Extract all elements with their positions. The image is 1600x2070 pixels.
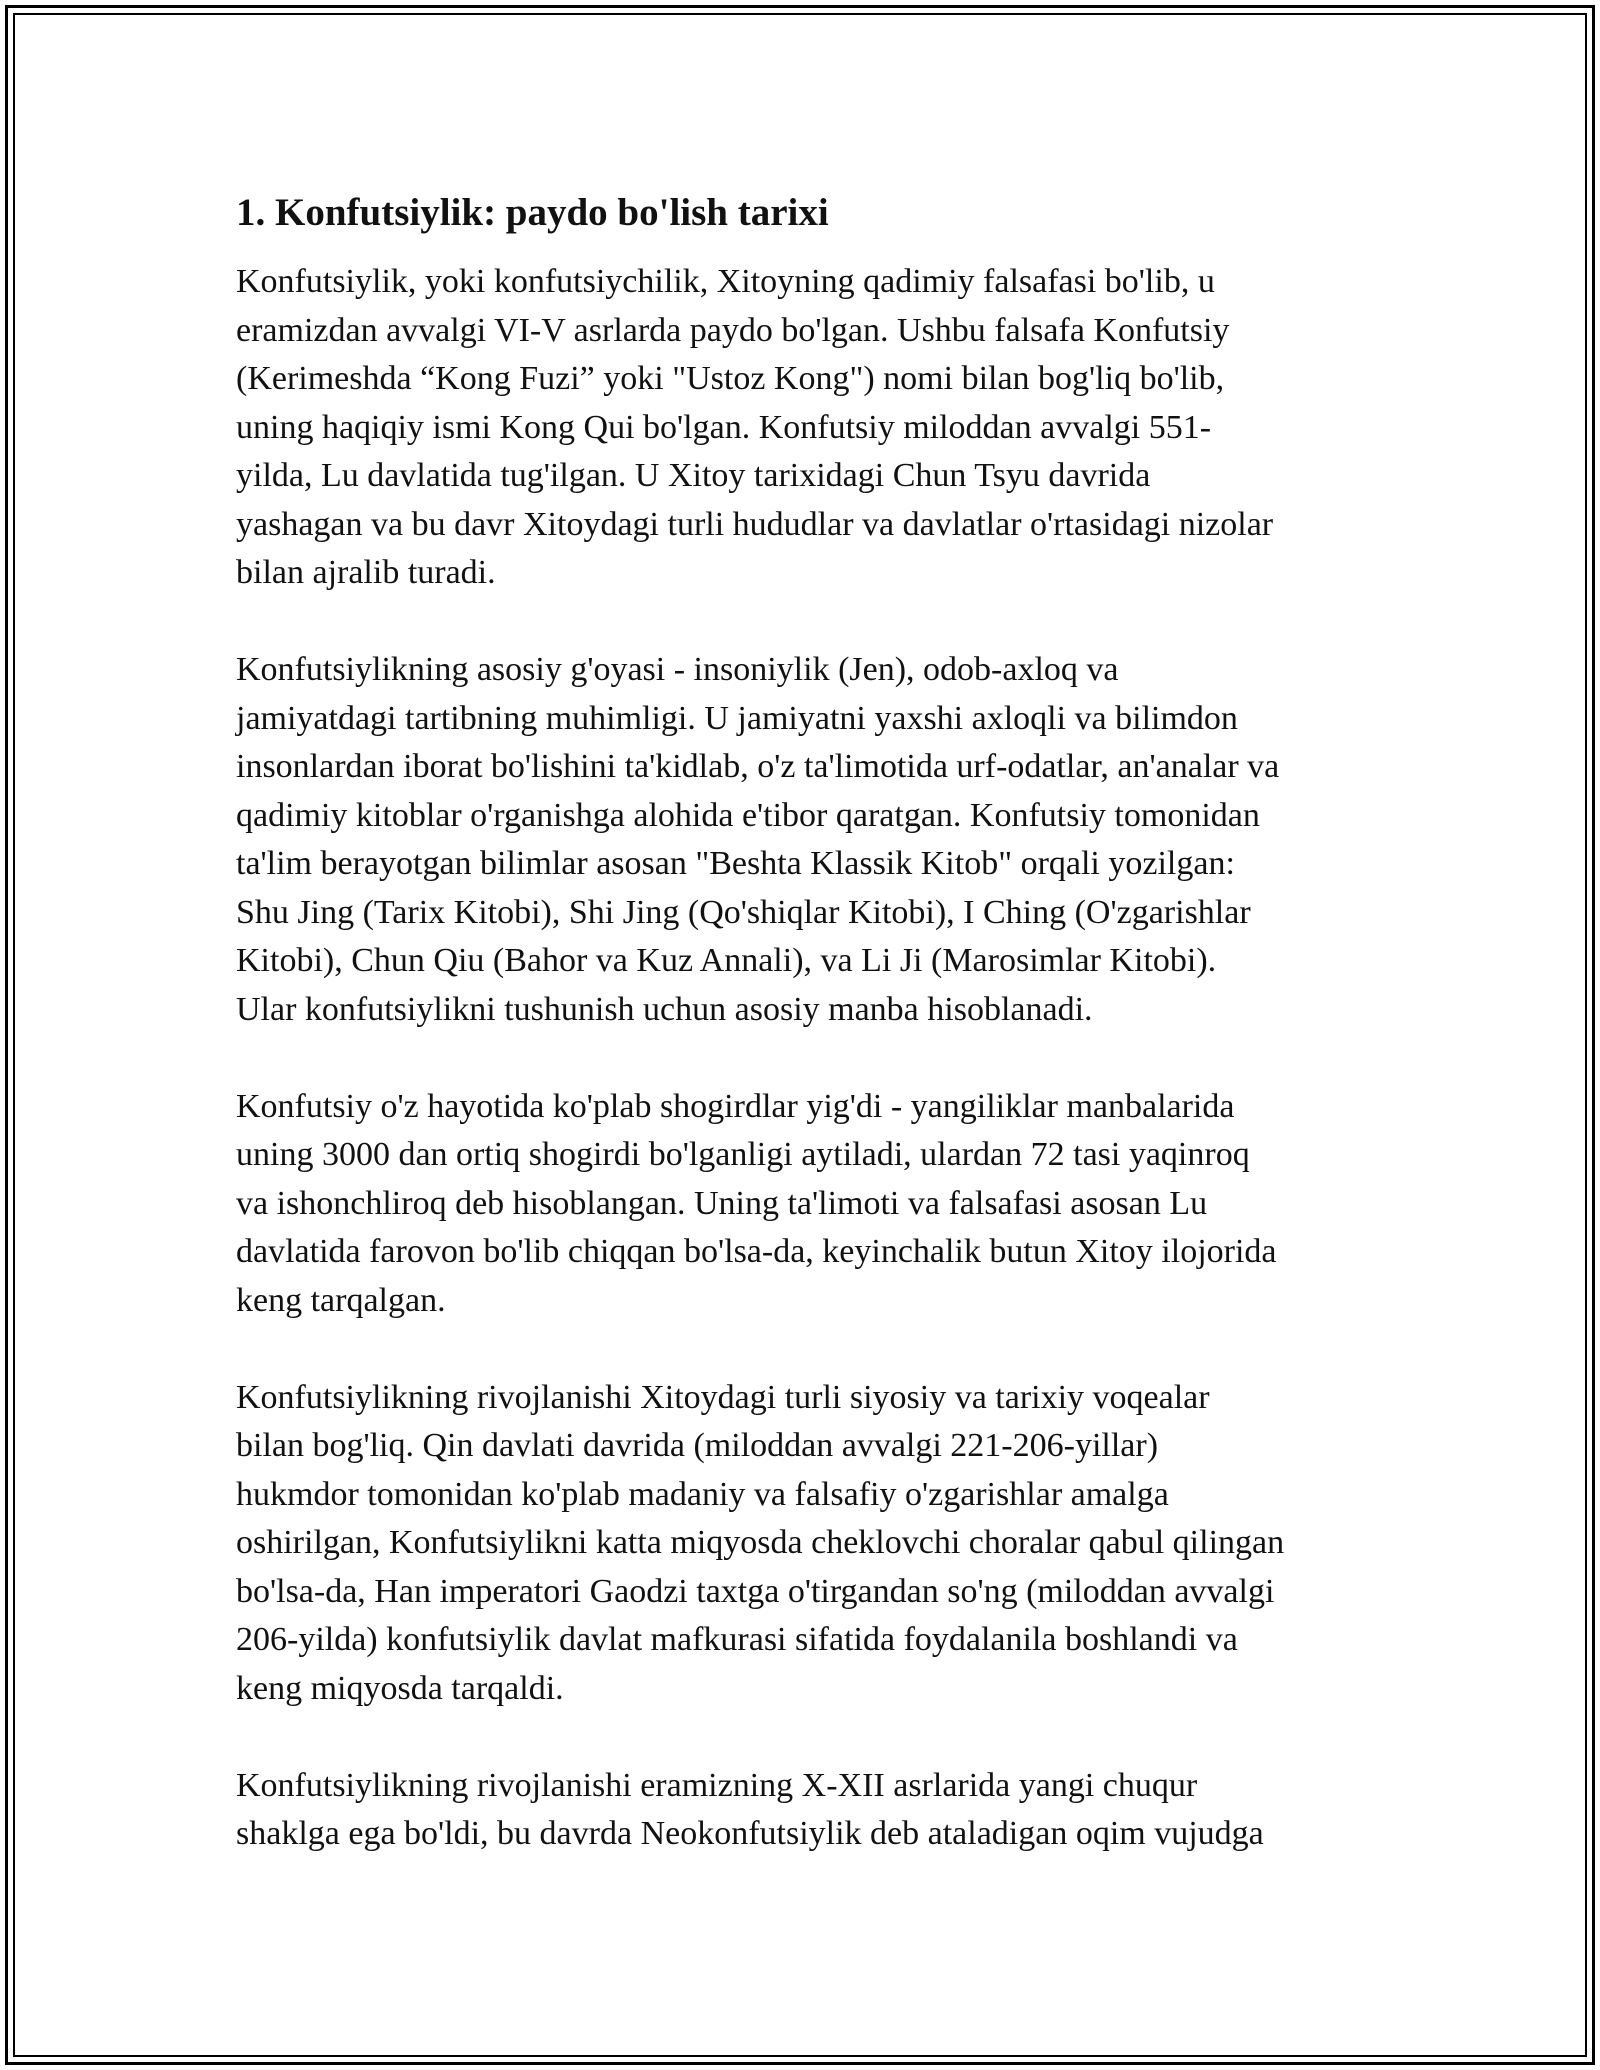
text-line: Konfutsiylikning asosiy g'oyasi - insoniylik (Jen), odob-axloq va (236, 651, 1119, 688)
text-line: Kitobi), Chun Qiu (Bahor va Kuz Annali), va Li Ji (Marosimlar Kitobi). (236, 942, 1217, 979)
text-line: insonlardan iborat bo'lishini ta'kidlab, o'z ta'limotida urf-odatlar, an'analar va (236, 748, 1280, 785)
paragraph-2 (236, 646, 1376, 1034)
text-line: Konfutsiylikning rivojlanishi eramizning X-XII asrlarida yangi chuqur (236, 1766, 1198, 1804)
text-line: Ular konfutsiylikni tushunish uchun asosiy manba hisoblanadi. (236, 990, 1093, 1028)
text-line: oshirilgan, Konfutsiylikni katta miqyosda cheklovchi choralar qabul qilingan (236, 1524, 1285, 1561)
paragraph-3 (236, 1083, 1376, 1326)
text-line: bo'lsa-da, Han imperatori Gaodzi taxtga o'tirgandan so'ng (miloddan avvalgi (236, 1572, 1275, 1610)
text-line: jamiyatdagi tartibning muhimligi. U jamiyatni yaxshi axloqli va bilimdon (236, 699, 1238, 737)
text-line: yilda, Lu davlatida tug'ilgan. U Xitoy tarixidagi Chun Tsyu davrida (236, 457, 1151, 494)
text-line: Konfutsiylikning rivojlanishi Xitoydagi turli siyosiy va tarixiy voqealar (236, 1378, 1210, 1416)
text-line: keng miqyosda tarqaldi. (236, 1669, 564, 1707)
paragraph-5 (236, 1762, 1376, 1859)
text-line: uning haqiqiy ismi Kong Qui bo'lgan. Konfutsiy miloddan avvalgi 551- (236, 408, 1212, 446)
text-line: Konfutsiylik, yoki konfutsiychilik, Xitoyning qadimiy falsafasi bo'lib, u (236, 263, 1215, 300)
document-body (236, 190, 1376, 1907)
paragraph-1 (236, 258, 1376, 598)
text-line: yashagan va bu davr Xitoydagi turli hududlar va davlatlar o'rtasidagi nizolar (236, 505, 1274, 543)
text-line: uning 3000 dan ortiq shogirdi bo'lganligi aytiladi, ulardan 72 tasi yaqinroq (236, 1136, 1250, 1173)
text-line: Konfutsiy o'z hayotida ko'plab shogirdlar yig'di - yangiliklar manbalarida (236, 1087, 1235, 1125)
section-heading: 1. Konfutsiylik: paydo bo'lish tarixi (236, 191, 829, 234)
text-line: davlatida farovon bo'lib chiqqan bo'lsa-da, keyinchalik butun Xitoy ilojorida (236, 1233, 1277, 1270)
text-line: Shu Jing (Tarix Kitobi), Shi Jing (Qo'shiqlar Kitobi), I Ching (O'zgarishlar (236, 893, 1251, 931)
text-line: bilan ajralib turadi. (236, 554, 496, 591)
text-line: ta'lim berayotgan bilimlar asosan "Beshta Klassik Kitob" orqali yozilgan: (236, 845, 1235, 882)
text-line: keng tarqalgan. (236, 1281, 446, 1319)
text-line: qadimiy kitoblar o'rganishga alohida e'tibor qaratgan. Konfutsiy tomonidan (236, 796, 1260, 834)
paragraph-4 (236, 1374, 1376, 1714)
text-line: shaklga ega bo'ldi, bu davrda Neokonfutsiylik deb ataladigan oqim vujudga (236, 1815, 1264, 1852)
text-line: hukmdor tomonidan ko'plab madaniy va falsafiy o'zgarishlar amalga (236, 1475, 1169, 1513)
text-line: bilan bog'liq. Qin davlati davrida (miloddan avvalgi 221-206-yillar) (236, 1427, 1159, 1464)
text-line: eramizdan avvalgi VI-V asrlarda paydo bo'lgan. Ushbu falsafa Konfutsiy (236, 311, 1230, 349)
text-line: (Kerimeshda “Kong Fuzi” yoki "Ustoz Kong") nomi bilan bog'liq bo'lib, (236, 360, 1225, 397)
text-line: va ishonchliroq deb hisoblangan. Uning ta'limoti va falsafasi asosan Lu (236, 1184, 1208, 1222)
text-line: 206-yilda) konfutsiylik davlat mafkurasi sifatida foydalanila boshlandi va (236, 1621, 1238, 1658)
